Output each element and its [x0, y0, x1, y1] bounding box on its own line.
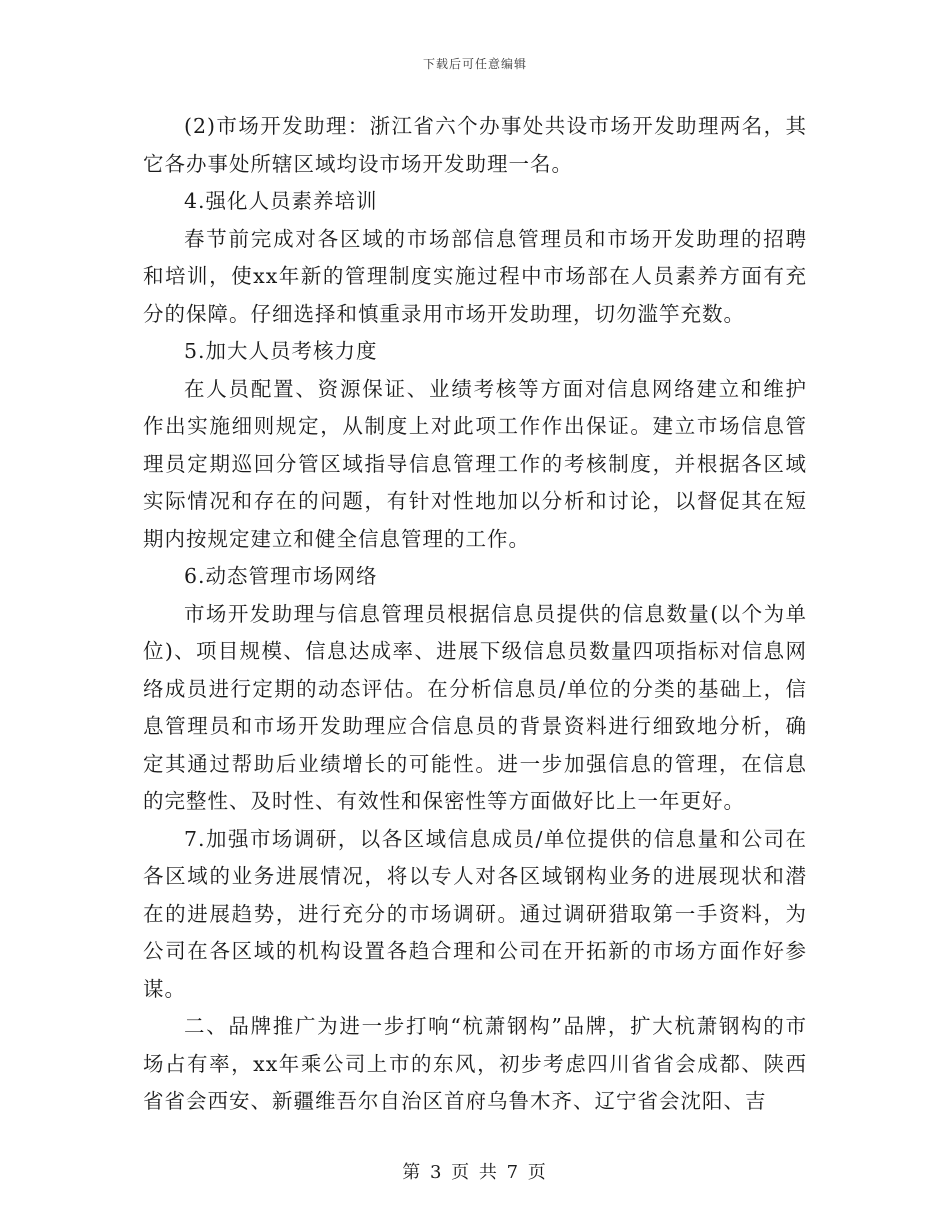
document-body: [143, 108, 807, 1121]
paragraph-assessment: 在人员配置、资源保证、业绩考核等方面对信息网络建立和维护作出实施细则规定，从制度上对此项工作作出保证。建立市场信息管理员定期巡回分管区域指导信息管理工作的考核制度，并根据各区域实际情况和存在的问题，有针对性地加以分析和讨论，以督促其在短期内按规定建立和健全信息管理的工作。: [143, 376, 807, 551]
header-note: 下载后可任意编辑: [422, 57, 527, 71]
heading-dynamic-management: 6.动态管理市场网络: [184, 564, 378, 588]
page-number: 第 3 页 共 7 页: [402, 1162, 548, 1183]
paragraph-dynamic-management: 市场开发助理与信息管理员根据信息员提供的信息数量(以个为单位)、项目规模、信息达成率、进展下级信息员数量四项指标对信息网络成员进行定期的动态评估。在分析信息员/单位的分类的基础上，信息管理员和市场开发助理应合信息员的背景资料进行细致地分析，确定其通过帮助后业绩增长的可能性。进一步加强信息的管理，在信息的完整性、及时性、有效性和保密性等方面做好比上一年更好。: [143, 601, 807, 813]
paragraph-market-assistant: (2)市场开发助理：浙江省六个办事处共设市场开发助理两名，其它各办事处所辖区域均设市场开发助理一名。: [143, 114, 807, 176]
paragraph-training: 春节前完成对各区域的市场部信息管理员和市场开发助理的招聘和培训，使xx年新的管理制度实施过程中市场部在人员素养方面有充分的保障。仔细选择和慎重录用市场开发助理，切勿滥竽充数。: [143, 226, 807, 326]
paragraph-market-research: 7.加强市场调研，以各区域信息成员/单位提供的信息量和公司在各区域的业务进展情况，将以专人对各区域钢构业务的进展现状和潜在的进展趋势，进行充分的市场调研。通过调研猎取第一手资料，为公司在各区域的机构设置各趋合理和公司在开拓新的市场方面作好参谋。: [143, 826, 807, 1001]
heading-training: 4.强化人员素养培训: [184, 189, 378, 213]
heading-assessment: 5.加大人员考核力度: [184, 339, 378, 363]
paragraph-brand-promotion: 二、品牌推广为进一步打响“杭萧钢构”品牌，扩大杭萧钢构的市场占有率，xx年乘公司上市的东风，初步考虑四川省省会成都、陕西省省会西安、新疆维吾尔自治区首府乌鲁木齐、辽宁省会沈阳、吉: [143, 1014, 807, 1113]
